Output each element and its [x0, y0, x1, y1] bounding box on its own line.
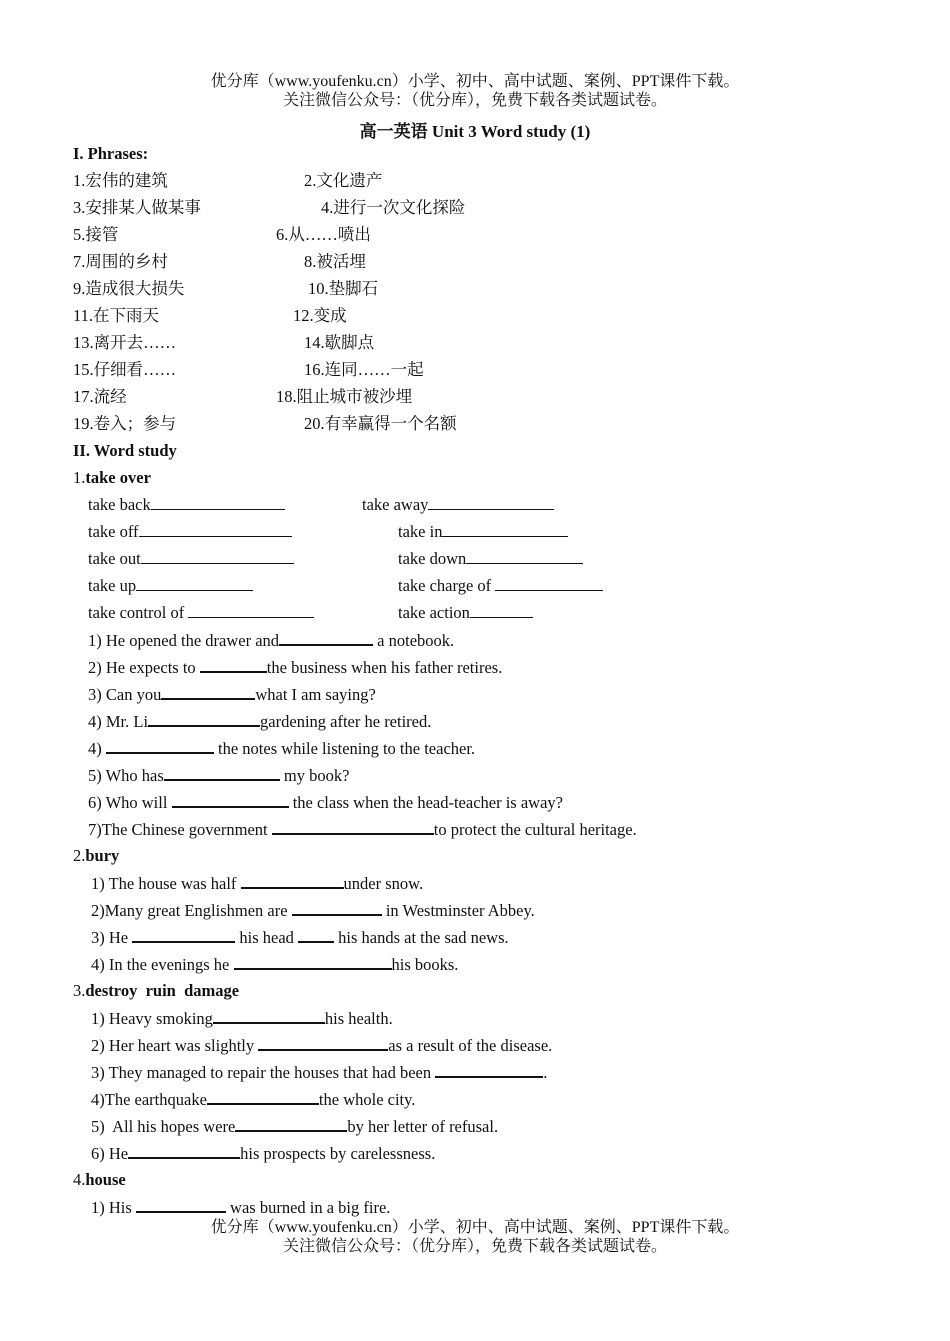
footer-line-2: 关注微信公众号：（优分库），免费下载各类试题试卷。: [282, 1238, 667, 1255]
sentence-text: 2) He expects to: [88, 658, 200, 677]
sentence-line: [88, 656, 502, 679]
sentence-text: gardening after he retired.: [260, 712, 432, 731]
answer-blank[interactable]: [470, 602, 533, 618]
sentence-line: [88, 764, 349, 787]
sentence-text: his prospects by carelessness.: [240, 1144, 436, 1163]
answer-blank[interactable]: [172, 791, 289, 808]
answer-blank[interactable]: [442, 521, 568, 537]
take-phrase: take charge of: [398, 576, 496, 595]
take-phrase: take back: [88, 495, 151, 514]
phrases-heading: I. Phrases:: [73, 144, 149, 163]
footer-line-1: 优分库（www.youfenku.cn）小学、初中、高中试题、案例、PPT课件下载。: [210, 1219, 740, 1236]
item-1-heading: [73, 467, 151, 489]
take-phrase-row: [88, 602, 314, 624]
take-phrase: take out: [88, 549, 141, 568]
sentence-text: by her letter of refusal.: [347, 1117, 499, 1136]
sentence-text: his head: [235, 928, 299, 947]
phrase-item: 8.被活埋: [304, 252, 366, 271]
page-title: 高一英语 Unit 3 Word study (1): [359, 122, 591, 141]
sentence-text: as a result of the disease.: [388, 1036, 553, 1055]
take-phrase-row: [362, 494, 554, 516]
sentence-line: [91, 1115, 498, 1138]
sentence-text: 1) The house was half: [91, 874, 241, 893]
sentence-text: my book?: [279, 766, 350, 785]
sentence-text: his hands at the sad news.: [334, 928, 509, 947]
header-line-1: 优分库（www.youfenku.cn）小学、初中、高中试题、案例、PPT课件下载。: [210, 73, 740, 90]
answer-blank[interactable]: [213, 1007, 325, 1024]
sentence-line: [88, 818, 637, 841]
take-phrase-row: [398, 548, 583, 570]
phrase-item: 3.安排某人做某事: [73, 198, 201, 217]
answer-blank[interactable]: [272, 818, 434, 835]
sentence-line: [88, 710, 431, 733]
take-phrase-row: [88, 575, 253, 597]
phrase-item: 14.歇脚点: [304, 333, 375, 352]
sentence-text: 6) He: [91, 1144, 129, 1163]
take-phrase-row: [398, 521, 568, 543]
answer-blank[interactable]: [200, 656, 267, 673]
answer-blank[interactable]: [235, 1115, 347, 1132]
answer-blank[interactable]: [161, 683, 255, 700]
phrase-item: 2.文化遗产: [304, 171, 383, 190]
answer-blank[interactable]: [241, 872, 344, 889]
answer-blank[interactable]: [151, 494, 285, 510]
sentence-text: 2) Her heart was slightly: [91, 1036, 259, 1055]
take-phrase: take control of: [88, 603, 189, 622]
sentence-text: 7)The Chinese government: [88, 820, 272, 839]
phrase-item: 20.有幸赢得一个名额: [304, 414, 457, 433]
item-keyword: take over: [85, 468, 151, 487]
phrase-item: 10.垫脚石: [308, 279, 379, 298]
take-phrase: take in: [398, 522, 443, 541]
phrase-item: 19.卷入；参与: [73, 414, 177, 433]
sentence-text: what I am saying?: [255, 685, 376, 704]
sentence-line: [91, 1034, 552, 1057]
phrase-item: 18.阻止城市被沙埋: [276, 387, 413, 406]
sentence-text: 5) All his hopes were: [91, 1117, 236, 1136]
phrase-item: 17.流经: [73, 387, 127, 406]
take-phrase-row: [88, 494, 285, 516]
item-keyword: destroy ruin damage: [85, 981, 240, 1000]
sentence-line: [91, 872, 423, 895]
sentence-text: 5) Who has: [88, 766, 164, 785]
phrase-item: 6.从……喷出: [276, 225, 371, 244]
sentence-line: [88, 737, 475, 760]
sentence-text: 4) Mr. Li: [88, 712, 149, 731]
sentence-line: [88, 683, 376, 706]
take-phrase: take action: [398, 603, 470, 622]
answer-blank[interactable]: [141, 548, 294, 564]
word-study-heading: II. Word study: [73, 441, 177, 460]
take-phrase: take down: [398, 549, 467, 568]
sentence-line: [91, 1196, 390, 1219]
sentence-line: [91, 899, 535, 922]
take-phrase-row: [398, 575, 603, 597]
sentence-line: [88, 791, 563, 814]
sentence-text: the notes while listening to the teacher.: [213, 739, 476, 758]
phrase-item: 11.在下雨天: [73, 306, 160, 325]
answer-blank[interactable]: [136, 575, 253, 591]
page-header: [0, 72, 950, 110]
phrase-item: 13.离开去……: [73, 333, 177, 352]
sentence-text: in Westminster Abbey.: [381, 901, 535, 920]
answer-blank[interactable]: [132, 926, 235, 943]
item-2-heading: [73, 845, 119, 867]
sentence-line: [91, 1088, 415, 1111]
phrase-item: 9.造成很大损失: [73, 279, 185, 298]
take-phrase-row: [88, 548, 294, 570]
sentence-text: his health.: [324, 1009, 393, 1028]
answer-blank[interactable]: [128, 1142, 240, 1159]
item-keyword: house: [85, 1170, 126, 1189]
sentence-text: under snow.: [343, 874, 424, 893]
take-phrase: take off: [88, 522, 139, 541]
answer-blank[interactable]: [207, 1088, 319, 1105]
sentence-text: 4): [88, 739, 106, 758]
sentence-text: 3) He: [91, 928, 133, 947]
item-number: 2.: [73, 846, 86, 865]
sentence-text: 1) Heavy smoking: [91, 1009, 213, 1028]
phrase-item: 16.连同……一起: [304, 360, 424, 379]
sentence-text: to protect the cultural heritage.: [433, 820, 637, 839]
phrase-item: 1.宏伟的建筑: [73, 171, 168, 190]
answer-blank[interactable]: [136, 1196, 226, 1213]
sentence-line: [91, 1142, 435, 1165]
sentence-text: a notebook.: [373, 631, 455, 650]
item-4-heading: [73, 1169, 126, 1191]
sentence-text: 2)Many great Englishmen are: [91, 901, 292, 920]
item-number: 1.: [73, 468, 86, 487]
phrase-item: 4.进行一次文化探险: [321, 198, 466, 217]
take-phrase-row: [398, 602, 533, 624]
answer-blank[interactable]: [428, 494, 554, 510]
sentence-text: .: [543, 1063, 548, 1082]
answer-blank[interactable]: [258, 1034, 388, 1051]
sentence-line: [91, 1007, 393, 1030]
phrase-item: 12.变成: [293, 306, 347, 325]
item-keyword: bury: [85, 846, 120, 865]
header-line-2: 关注微信公众号：（优分库），免费下载各类试题试卷。: [282, 92, 667, 109]
sentence-text: was burned in a big fire.: [225, 1198, 391, 1217]
phrase-item: 15.仔细看……: [73, 360, 177, 379]
sentence-text: 4)The earthquake: [91, 1090, 207, 1109]
answer-blank[interactable]: [139, 521, 292, 537]
answer-blank[interactable]: [292, 899, 382, 916]
answer-blank[interactable]: [164, 764, 280, 781]
answer-blank[interactable]: [188, 602, 314, 618]
take-phrase: take away: [362, 495, 429, 514]
item-3-heading: [73, 980, 239, 1002]
item-number: 3.: [73, 981, 86, 1000]
sentence-text: the whole city.: [318, 1090, 416, 1109]
answer-blank[interactable]: [234, 953, 392, 970]
sentence-text: the class when the head-teacher is away?: [288, 793, 563, 812]
answer-blank[interactable]: [148, 710, 260, 727]
answer-blank[interactable]: [435, 1061, 543, 1078]
item-number: 4.: [73, 1170, 86, 1189]
sentence-line: [91, 926, 509, 949]
sentence-text: 3) Can you: [88, 685, 162, 704]
sentence-line: [91, 1061, 547, 1084]
take-phrase-row: [88, 521, 292, 543]
sentence-text: 1) He opened the drawer and: [88, 631, 280, 650]
phrase-item: 7.周围的乡村: [73, 252, 168, 271]
sentence-line: [91, 953, 458, 976]
sentence-text: his books.: [391, 955, 459, 974]
answer-blank[interactable]: [279, 629, 373, 646]
page-footer: [0, 1218, 950, 1256]
sentence-text: 4) In the evenings he: [91, 955, 234, 974]
take-phrase: take up: [88, 576, 137, 595]
answer-blank[interactable]: [106, 737, 214, 754]
answer-blank[interactable]: [466, 548, 583, 564]
sentence-line: [88, 629, 454, 652]
answer-blank[interactable]: [495, 575, 603, 591]
sentence-text: 3) They managed to repair the houses that had been: [91, 1063, 436, 1082]
sentence-text: 6) Who will: [88, 793, 172, 812]
answer-blank[interactable]: [298, 926, 334, 943]
sentence-text: the business when his father retires.: [266, 658, 503, 677]
phrase-item: 5.接管: [73, 225, 119, 244]
sentence-text: 1) His: [91, 1198, 136, 1217]
